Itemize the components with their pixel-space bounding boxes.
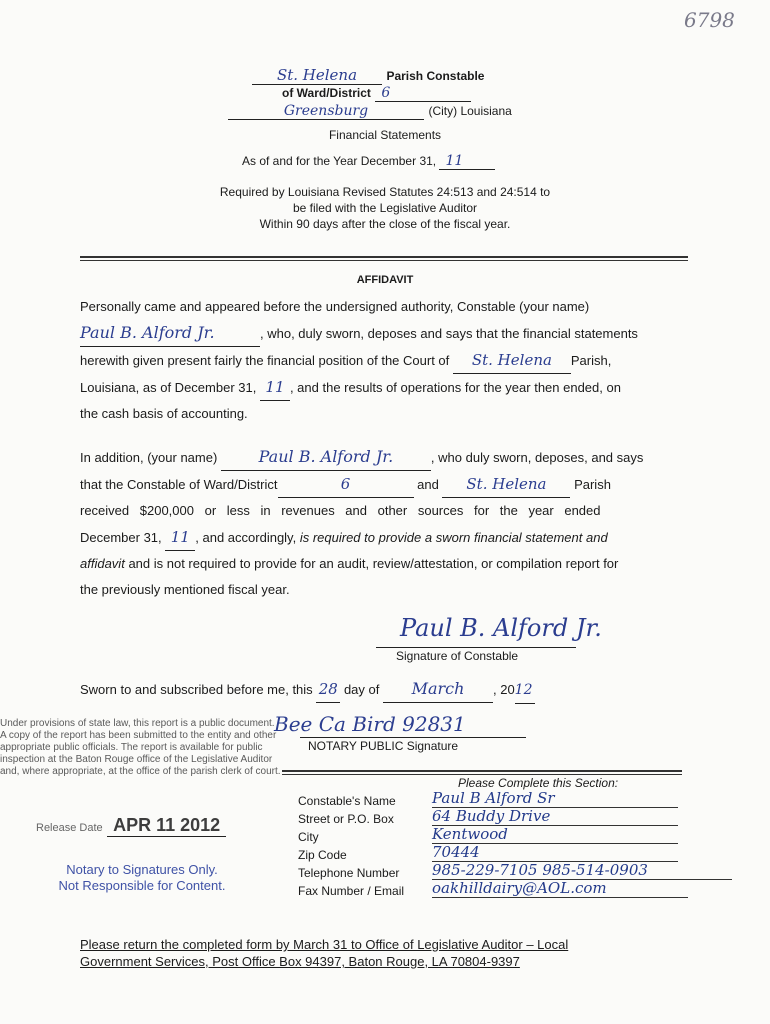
sworn-text-a: Sworn to and subscribed before me, this xyxy=(80,682,313,697)
ward-label: of Ward/District xyxy=(282,86,371,100)
p2-line-2 xyxy=(80,471,680,498)
ward-handwritten: 6 xyxy=(375,85,471,102)
release-date-value: APR 11 2012 xyxy=(107,815,226,837)
notary-label: NOTARY PUBLIC Signature xyxy=(308,739,459,753)
contact-row-label: Telephone Number xyxy=(298,866,400,880)
p2-text-j: affidavit xyxy=(80,556,125,571)
contact-row xyxy=(298,790,738,808)
subtitle: Financial Statements xyxy=(328,128,442,142)
footer-line-1: Please return the completed form by March 31 to Office of Legislative Auditor – Local xyxy=(80,937,569,952)
notary-note-line-1: Notary to Signatures Only. xyxy=(66,862,218,877)
sworn-day-handwritten: 28 xyxy=(316,676,340,703)
p2-text-a: In addition, (your name) xyxy=(80,450,218,465)
p2-text-g: December 31, xyxy=(80,530,162,545)
contact-divider xyxy=(282,770,682,775)
contact-table xyxy=(298,790,738,898)
p2-line-6: the previously mentioned fiscal year. xyxy=(80,582,290,597)
p1-text-b: , who, duly sworn, deposes and says that the financial statements xyxy=(260,326,638,341)
contact-row-value: Kentwood xyxy=(432,825,678,844)
sworn-line xyxy=(80,676,535,704)
affidavit-paragraph-2 xyxy=(80,444,680,603)
asof-year-handwritten: 11 xyxy=(439,153,495,170)
contact-row xyxy=(298,844,738,862)
ward-line xyxy=(282,84,471,102)
p2-line-4 xyxy=(80,524,680,551)
affidavit-title: AFFIDAVIT xyxy=(356,274,414,286)
p2-text-e: Parish xyxy=(574,477,611,492)
contact-row-label: Street or P.O. Box xyxy=(298,812,394,826)
parish-handwritten: St. Helena xyxy=(252,66,382,85)
affidavit-paragraph-1 xyxy=(80,294,680,427)
required-line-3: Within 90 days after the close of the fiscal year. xyxy=(259,217,511,231)
p1-text-c: herewith given present fairly the financial position of the Court of xyxy=(80,353,450,368)
contact-row xyxy=(298,880,738,898)
contact-row-label: City xyxy=(298,830,319,844)
contact-heading: Please Complete this Section: xyxy=(458,776,619,790)
contact-row-value: 64 Buddy Drive xyxy=(432,807,678,826)
p2-text-d: and xyxy=(417,477,439,492)
city-label: (City) Louisiana xyxy=(428,104,512,118)
required-line-2: be filed with the Legislative Auditor xyxy=(292,201,478,215)
contact-row-value: 70444 xyxy=(432,843,678,862)
notary-note-line-2: Not Responsible for Content. xyxy=(58,878,226,893)
footer-instructions xyxy=(80,936,700,970)
required-line-1: Required by Louisiana Revised Statutes 24:513 and 24:514 to xyxy=(219,185,551,199)
p2-year-handwritten: 11 xyxy=(165,524,195,551)
contact-row-label: Constable's Name xyxy=(298,794,396,808)
public-document-stamp: Under provisions of state law, this report is a public document. A copy of the report has been submitted to the entity and other appropriate public officials. The report is available for public inspection at the Baton Rouge office of the Legislative Auditor and, where appropriate, at the office of the parish clerk of court. xyxy=(0,718,281,777)
city-handwritten: Greensburg xyxy=(228,103,424,120)
p2-line-5 xyxy=(80,551,680,577)
release-date-label: Release Date xyxy=(36,822,103,834)
p2-text-k: and is not required to provide for an audit, review/attestation, or compilation report for xyxy=(128,556,619,571)
contact-row-label: Fax Number / Email xyxy=(298,884,405,898)
p1-name-handwritten: Paul B. Alford Jr. xyxy=(80,320,260,347)
required-block xyxy=(0,184,770,232)
p2-line-1 xyxy=(80,444,680,471)
contact-row xyxy=(298,808,738,826)
contact-row-value: oakhilldairy@AOL.com xyxy=(432,879,688,898)
signature-line xyxy=(376,647,576,648)
p2-text-h: , and accordingly, xyxy=(195,530,297,545)
notary-line xyxy=(300,737,526,738)
sworn-text-b: day of xyxy=(343,682,380,697)
contact-row-value: 985-229-7105 985-514-0903 xyxy=(432,861,732,880)
p1-parish-handwritten: St. Helena xyxy=(453,347,571,374)
city-line xyxy=(228,102,512,120)
document-number: 6798 xyxy=(684,8,735,32)
constable-signature-handwritten: Paul B. Alford Jr. xyxy=(400,614,602,642)
p1-text-d: Parish, xyxy=(570,353,612,368)
release-date-line xyxy=(36,815,226,837)
footer-line-2: Government Services, Post Office Box 94397, Baton Rouge, LA 70804-9397 xyxy=(80,954,520,969)
sworn-year-handwritten: 12 xyxy=(515,677,535,704)
notary-note xyxy=(30,862,254,894)
contact-row-label: Zip Code xyxy=(298,848,347,862)
p1-line-4 xyxy=(80,374,680,401)
p2-name-handwritten: Paul B. Alford Jr. xyxy=(221,444,431,471)
p1-year-handwritten: 11 xyxy=(260,374,290,401)
signature-label: Signature of Constable xyxy=(396,649,519,663)
p2-text-i: is required to provide a sworn financial statement and xyxy=(299,530,608,545)
parish-label: Parish Constable xyxy=(386,69,485,83)
asof-line xyxy=(242,153,495,170)
header-block xyxy=(252,66,552,85)
p1-text-e: Louisiana, as of December 31, xyxy=(80,380,257,395)
contact-row xyxy=(298,826,738,844)
header-divider xyxy=(80,256,688,261)
p2-parish-handwritten: St. Helena xyxy=(442,471,570,498)
p2-text-b: , who duly sworn, deposes, and says xyxy=(430,450,644,465)
p1-line-3 xyxy=(80,347,680,374)
p1-line-2 xyxy=(80,320,680,347)
p1-text-f: , and the results of operations for the year then ended, on xyxy=(289,380,621,395)
asof-label: As of and for the Year December 31, xyxy=(242,154,437,168)
p2-ward-handwritten: 6 xyxy=(278,471,414,498)
contact-row-value: Paul B Alford Sr xyxy=(432,789,678,808)
sworn-month-handwritten: March xyxy=(383,676,493,703)
p1-line-1: Personally came and appeared before the undersigned authority, Constable (your name) xyxy=(80,299,590,314)
p2-line-3: received $200,000 or less in revenues and other sources for the year ended xyxy=(80,503,601,518)
p2-text-c: that the Constable of Ward/District xyxy=(80,477,278,492)
sworn-year-prefix: , 20 xyxy=(492,682,515,697)
p1-line-5: the cash basis of accounting. xyxy=(80,406,248,421)
contact-row xyxy=(298,862,738,880)
notary-signature-handwritten: Bee Ca Bird 92831 xyxy=(274,712,466,736)
